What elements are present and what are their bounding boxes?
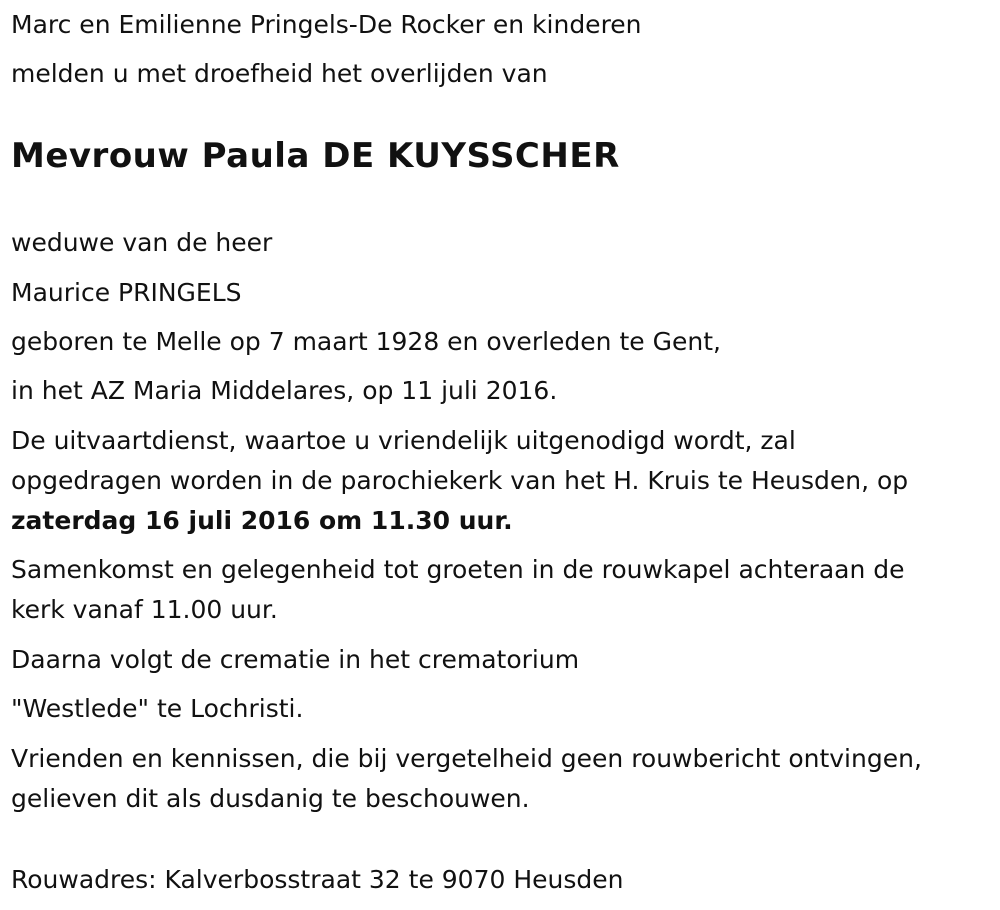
deceased-name: Mevrouw Paula DE KUYSSCHER xyxy=(11,136,620,176)
cremation-line-2: "Westlede" te Lochristi. xyxy=(11,694,304,723)
born-line: geboren te Melle op 7 maart 1928 en overleden te Gent, xyxy=(11,327,721,356)
service-datetime: zaterdag 16 juli 2016 om 11.30 uur. xyxy=(11,506,513,535)
died-line: in het AZ Maria Middelares, op 11 juli 2016. xyxy=(11,376,558,405)
intro-line-2: melden u met droefheid het overlijden van xyxy=(11,59,548,88)
gathering-line-1: Samenkomst en gelegenheid tot groeten in de rouwkapel achteraan de xyxy=(11,555,905,584)
intro-line-1: Marc en Emilienne Pringels-De Rocker en kinderen xyxy=(11,10,642,39)
widow-of-line: weduwe van de heer xyxy=(11,228,273,257)
gathering-line-2: kerk vanaf 11.00 uur. xyxy=(11,595,278,624)
service-line-2: opgedragen worden in de parochiekerk van het H. Kruis te Heusden, op xyxy=(11,466,909,495)
service-line-1: De uitvaartdienst, waartoe u vriendelijk uitgenodigd wordt, zal xyxy=(11,426,796,455)
spouse-name: Maurice PRINGELS xyxy=(11,278,242,307)
friends-line-1: Vrienden en kennissen, die bij vergetelheid geen rouwbericht ontvingen, xyxy=(11,744,922,773)
address-line: Rouwadres: Kalverbosstraat 32 te 9070 Heusden xyxy=(11,865,624,894)
cremation-line-1: Daarna volgt de crematie in het crematorium xyxy=(11,645,580,674)
friends-line-2: gelieven dit als dusdanig te beschouwen. xyxy=(11,784,530,813)
